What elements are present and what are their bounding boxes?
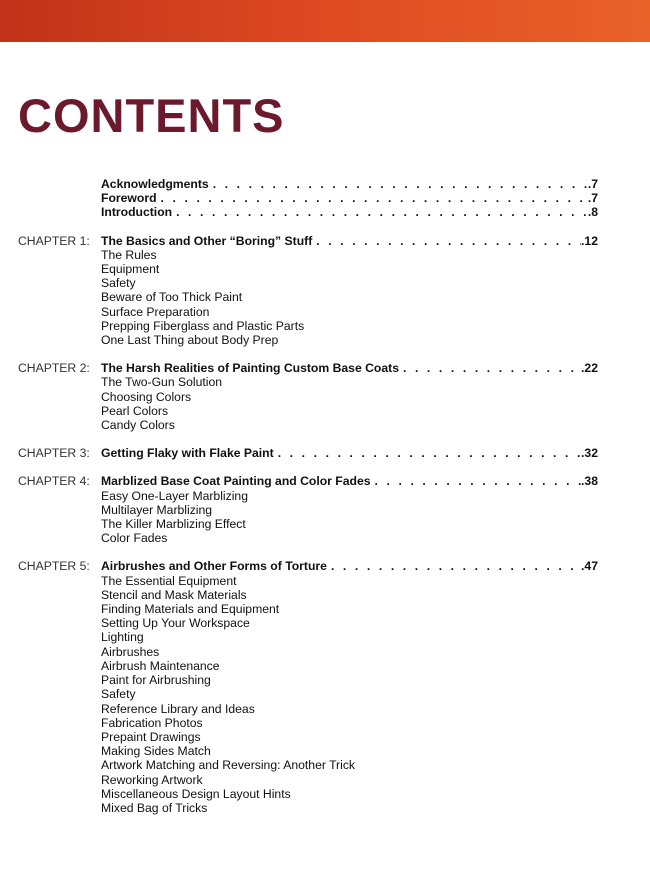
chapter-3-block [18,446,598,460]
section-item[interactable]: Making Sides Match [101,744,211,759]
section-item[interactable]: Reference Library and Ideas [101,701,255,716]
toc-entry-chapter-4[interactable] [18,474,598,488]
chapter-label: CHAPTER 2: [18,361,90,376]
spacer [18,460,598,474]
toc-entry-chapter-3[interactable] [18,446,598,460]
section-item[interactable]: Multilayer Marblizing [101,502,213,517]
entry-title: Acknowledgments [101,177,209,191]
section-item[interactable]: Safety [101,687,136,702]
page-title: CONTENTS [18,89,285,142]
toc-entry-chapter-2[interactable] [18,361,598,375]
spacer [18,347,598,361]
section-item[interactable]: Paint for Airbrushing [101,673,211,688]
table-of-contents [18,177,598,815]
section-item[interactable]: Prepaint Drawings [101,729,201,744]
dot-leader [327,559,581,573]
section-item[interactable]: The Two-Gun Solution [101,375,223,390]
section-item[interactable]: Stencil and Mask Materials [101,587,247,602]
toc-entry [101,177,598,191]
dot-leader [157,191,588,205]
toc-entry [101,205,598,219]
section-item[interactable]: Fabrication Photos [101,715,203,730]
toc-entry-chapter-1[interactable] [18,234,598,248]
section-item[interactable]: Easy One-Layer Marblizing [101,488,248,503]
entry-title: The Harsh Realities of Painting Custom Base Coats [101,361,399,376]
toc-entry [101,474,598,488]
toc-entry-introduction[interactable] [18,205,598,219]
section-item[interactable]: Safety [101,276,136,291]
spacer [18,432,598,446]
chapter-label: CHAPTER 3: [18,446,90,461]
section-item[interactable]: Prepping Fiberglass and Plastic Parts [101,318,305,333]
chapter-label: CHAPTER 1: [18,233,90,248]
toc-entry-chapter-5[interactable] [18,559,598,573]
spacer [18,220,598,234]
section-item[interactable]: Miscellaneous Design Layout Hints [101,786,291,801]
section-item[interactable]: Lighting [101,630,144,645]
section-item[interactable]: Finding Materials and Equipment [101,602,280,617]
chapter-label: CHAPTER 4: [18,474,90,489]
entry-page: .38 [581,474,598,489]
entry-title: The Basics and Other “Boring” Stuff [101,233,313,248]
entry-page: .7 [587,191,598,206]
section-item[interactable]: Setting Up Your Workspace [101,616,250,631]
chapter-4-block [18,474,598,545]
entry-title: Getting Flaky with Flake Paint [101,446,274,461]
toc-entry [101,361,598,375]
section-item[interactable]: Beware of Too Thick Paint [101,290,243,305]
toc-entry-acknowledgments[interactable] [18,177,598,191]
chapter-5-block [18,559,598,815]
dot-leader [209,177,588,191]
chapter-1-block [18,234,598,348]
entry-page: .22 [581,361,598,376]
dot-leader [274,446,581,460]
entry-page: .12 [581,233,598,248]
entry-title: Foreword [101,191,157,206]
section-item[interactable]: The Essential Equipment [101,573,237,588]
section-item[interactable]: Candy Colors [101,418,175,433]
section-item[interactable]: Equipment [101,262,160,277]
section-item[interactable]: Choosing Colors [101,389,192,404]
header-color-band [0,0,650,42]
dot-leader [399,361,581,375]
section-item[interactable]: Color Fades [101,531,168,546]
toc-entry [101,234,598,248]
section-item[interactable]: One Last Thing about Body Prep [101,333,279,348]
entry-title: Marblized Base Coat Painting and Color Fades [101,474,371,489]
dot-leader [172,205,588,219]
toc-entry [101,446,598,460]
entry-page: .32 [581,446,598,461]
toc-entry-foreword[interactable] [18,191,598,205]
entry-page: .7 [587,177,598,191]
section-item[interactable]: Pearl Colors [101,403,169,418]
section-item[interactable]: The Rules [101,247,157,262]
toc-entry [101,559,598,573]
dot-leader [312,234,581,248]
dot-leader [371,474,582,488]
spacer [18,545,598,559]
toc-entry [101,191,598,205]
section-item[interactable]: Reworking Artwork [101,772,203,787]
section-item[interactable]: Airbrush Maintenance [101,658,220,673]
chapter-label: CHAPTER 5: [18,559,90,574]
section-item[interactable]: Artwork Matching and Reversing: Another Trick [101,758,356,773]
entry-page: .47 [581,559,598,574]
entry-title: Introduction [101,205,173,220]
section-item[interactable]: Airbrushes [101,644,160,659]
entry-page: .8 [587,205,598,220]
section-item[interactable]: The Killer Marblizing Effect [101,517,246,532]
chapter-2-block [18,361,598,432]
section-item[interactable]: Surface Preparation [101,304,210,319]
section-item[interactable]: Mixed Bag of Tricks [101,800,208,815]
entry-title: Airbrushes and Other Forms of Torture [101,559,327,574]
